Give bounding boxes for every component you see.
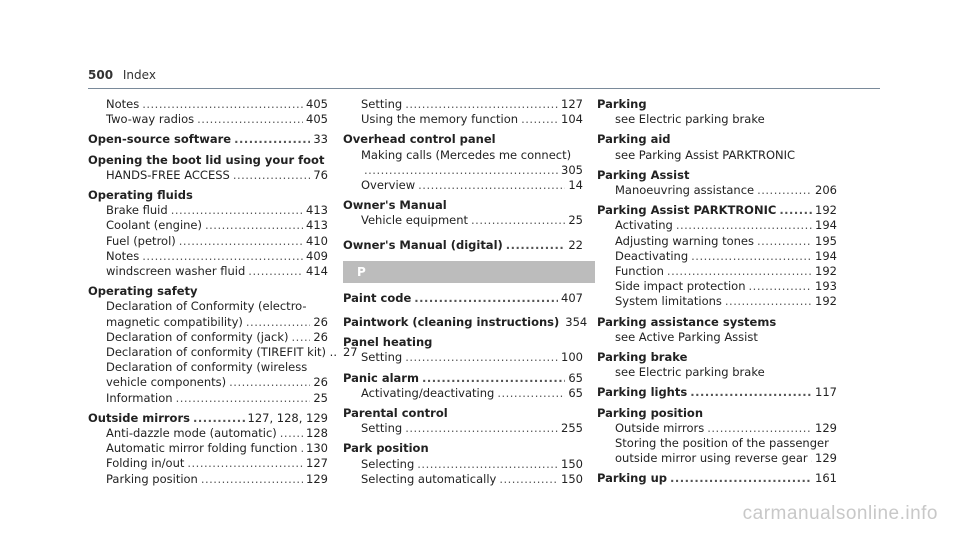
page-ref[interactable]: 410 (306, 233, 328, 248)
entry-text: Parking Assist (597, 167, 690, 182)
index-subentry[interactable] (597, 234, 837, 249)
index-subentry[interactable] (88, 315, 328, 330)
dot-leader (193, 411, 245, 426)
page-ref[interactable]: 117 (815, 385, 837, 400)
page-ref[interactable]: 150 (561, 456, 583, 471)
index-subentry[interactable] (597, 112, 837, 127)
index-entry[interactable] (343, 198, 583, 213)
index-entry[interactable] (88, 132, 328, 147)
index-subentry[interactable] (597, 365, 837, 380)
header-rule (88, 88, 880, 89)
index-subentry[interactable] (343, 112, 583, 127)
dot-leader (176, 391, 311, 406)
dot-leader (471, 213, 565, 228)
entry-text: Paint code (343, 290, 412, 305)
dot-leader (201, 472, 303, 487)
index-entry[interactable] (88, 188, 328, 203)
entry-text: System limitations (615, 294, 722, 309)
index-subentry[interactable] (597, 218, 837, 233)
entry-text: Fuel (petrol) (106, 233, 176, 248)
page-ref[interactable]: 150 (561, 471, 583, 486)
index-entry[interactable] (343, 132, 583, 147)
entry-text: Adjusting warning tones (615, 233, 754, 248)
entry-text: Storing the position of the passenger (615, 436, 829, 451)
index-column-3 (597, 97, 837, 487)
page-ref[interactable]: 25 (313, 390, 328, 405)
index-entry[interactable] (597, 350, 837, 365)
page-ref[interactable]: 129 (306, 471, 328, 486)
index-subentry[interactable] (597, 264, 837, 279)
index-subentry[interactable] (597, 330, 837, 345)
page-ref[interactable]: 129 (815, 451, 837, 466)
page-ref[interactable]: 192 (815, 294, 837, 309)
entry-text: Parking up (597, 471, 667, 486)
index-subentry[interactable] (597, 451, 837, 466)
entry-text: Parking assistance systems (597, 314, 777, 329)
index-subentry[interactable] (88, 299, 328, 314)
dot-leader (757, 183, 812, 198)
page-ref[interactable]: 33 (313, 132, 328, 147)
entry-text: Notes (106, 248, 140, 263)
page-ref[interactable]: 14 (568, 178, 583, 193)
page-ref[interactable]: 26 (313, 314, 328, 329)
index-entry[interactable] (343, 291, 583, 306)
entry-text: Function (615, 264, 664, 279)
entry-text: magnetic compatibility) (106, 314, 243, 329)
entry-text: Activating/deactivating (361, 385, 495, 400)
entry-text: Setting (361, 97, 403, 111)
index-entry[interactable] (597, 406, 837, 421)
page-ref[interactable]: 130 (306, 441, 328, 456)
page-ref[interactable]: 127 (306, 456, 328, 471)
dot-leader (197, 112, 303, 127)
dot-leader (418, 178, 565, 193)
dot-leader (506, 238, 566, 253)
entry-text: windscreen washer fluid (106, 264, 246, 279)
entry-text: Parking lights (597, 385, 688, 400)
index-column-1 (88, 97, 358, 487)
dot-leader (292, 330, 311, 345)
index-entry[interactable] (343, 441, 583, 456)
page-ref[interactable]: 193 (815, 279, 837, 294)
dot-leader (725, 294, 812, 309)
entry-text: Two-way radios (106, 112, 195, 127)
page-ref[interactable]: 127, 128, 129 (247, 410, 328, 425)
dot-leader (142, 249, 303, 264)
entry-text: HANDS-FREE ACCESS (106, 167, 230, 182)
index-column-2 (343, 97, 588, 487)
entry-text: Activating (615, 218, 673, 233)
index-subentry[interactable] (88, 472, 328, 487)
index-subentry[interactable] (343, 163, 583, 178)
index-entry[interactable] (343, 406, 583, 421)
page-ref[interactable]: 65 (568, 370, 583, 385)
page-ref[interactable]: 413 (306, 203, 328, 218)
dot-leader (691, 249, 812, 264)
entry-text: Notes (106, 97, 140, 111)
entry-text: Parking brake (597, 350, 688, 365)
entry-text: Setting (361, 421, 403, 436)
entry-text: Opening the boot lid using your foot (88, 152, 325, 167)
page-ref[interactable]: 192 (815, 264, 837, 279)
dot-leader (690, 385, 812, 400)
page-ref[interactable]: 128 (306, 426, 328, 441)
entry-text: Open-source software (88, 132, 232, 147)
index-entry[interactable] (343, 315, 588, 330)
index-subentry[interactable] (343, 97, 583, 112)
dot-leader (405, 97, 558, 112)
entry-text: Owner's Manual (digital) (343, 237, 503, 252)
entry-text: Parking aid (597, 132, 671, 147)
entry-text: Operating fluids (88, 188, 193, 203)
watermark: carmanualsonline.info (742, 503, 938, 524)
dot-leader (179, 234, 303, 249)
dot-leader (234, 132, 310, 147)
page-ref[interactable]: 129 (815, 420, 837, 435)
index-subentry[interactable] (88, 456, 328, 471)
index-subentry[interactable] (597, 279, 837, 294)
index-subentry[interactable] (343, 457, 583, 472)
page-ref[interactable]: 76 (313, 167, 328, 182)
entry-text: Declaration of conformity (jack) (106, 329, 289, 344)
index-subentry[interactable] (597, 294, 837, 309)
index-subentry[interactable] (88, 168, 328, 183)
index-subentry[interactable] (88, 426, 328, 441)
dot-leader (205, 218, 303, 233)
index-subentry[interactable] (88, 441, 328, 456)
page-header (88, 68, 156, 82)
index-subentry[interactable] (343, 178, 583, 193)
page-ref[interactable]: 104 (561, 112, 583, 127)
index-entry[interactable] (597, 97, 837, 112)
page-number: 500 (88, 68, 114, 82)
entry-text: Making calls (Mercedes me connect) (361, 147, 572, 162)
index-subentry[interactable] (597, 249, 837, 264)
dot-leader (187, 456, 303, 471)
index-subentry[interactable] (88, 375, 328, 390)
index-subentry[interactable] (88, 330, 328, 345)
dot-leader (757, 234, 812, 249)
index-subentry[interactable] (343, 472, 583, 487)
entry-text: see Electric parking brake (615, 365, 765, 380)
index-entry[interactable] (88, 284, 328, 299)
entry-text: Overview (361, 178, 416, 193)
dot-leader (246, 315, 310, 330)
entry-text: Overhead control panel (343, 132, 496, 147)
page-ref[interactable]: 409 (306, 248, 328, 263)
dot-leader (248, 264, 303, 279)
entry-text: Parental control (343, 406, 448, 421)
entry-text: Side impact protection (615, 279, 746, 294)
entry-text: Manoeuvring assistance (615, 183, 755, 198)
index-subentry[interactable] (88, 112, 328, 127)
entry-text: Parking Assist PARKTRONIC (597, 203, 777, 218)
page-ref[interactable]: 194 (815, 248, 837, 263)
entry-text: Operating safety (88, 284, 198, 299)
index-entry[interactable] (597, 132, 837, 147)
page-ref[interactable]: 405 (306, 97, 328, 111)
dot-leader (749, 279, 813, 294)
index-subentry[interactable] (88, 218, 328, 233)
entry-text: vehicle components) (106, 375, 227, 390)
index-entry[interactable] (343, 335, 583, 350)
dot-leader (422, 371, 565, 386)
index-subentry[interactable] (88, 345, 358, 360)
index-subentry[interactable] (88, 234, 328, 249)
index-subentry[interactable] (88, 391, 328, 406)
dot-leader (280, 426, 303, 441)
page-ref[interactable]: 65 (568, 385, 583, 400)
page-ref[interactable]: 354 (565, 315, 588, 330)
index-subentry[interactable] (597, 436, 837, 451)
page-ref[interactable]: 26 (313, 329, 328, 344)
dot-leader (233, 168, 311, 183)
index-subentry[interactable] (343, 386, 583, 401)
dot-leader (229, 375, 310, 390)
dot-leader (676, 218, 812, 233)
entry-text: Folding in/out (106, 456, 185, 471)
page-ref[interactable]: 192 (815, 203, 837, 218)
entry-text: Declaration of conformity (TIREFIT kit) .. (106, 345, 337, 360)
page-title: Index (122, 68, 156, 82)
entry-text: Parking (597, 97, 647, 111)
page-ref[interactable]: 195 (815, 233, 837, 248)
entry-text: Owner's Manual (343, 198, 447, 213)
index-subentry[interactable] (597, 421, 837, 436)
dot-leader (667, 264, 812, 279)
page-ref[interactable]: 407 (561, 290, 583, 305)
index-subentry[interactable] (88, 360, 328, 375)
page-ref[interactable]: 27 (342, 345, 358, 360)
index-entry[interactable] (88, 411, 328, 426)
dot-leader (779, 203, 812, 218)
entry-text: Coolant (engine) (106, 218, 202, 233)
index-subentry[interactable] (343, 421, 583, 436)
dot-leader (142, 97, 303, 112)
page-ref[interactable]: 25 (568, 213, 583, 228)
dot-leader (300, 441, 303, 456)
entry-text: Declaration of Conformity (electro- (106, 299, 307, 314)
page-ref[interactable]: 161 (815, 471, 837, 486)
page-ref[interactable]: 26 (313, 375, 328, 390)
entry-text: Park position (343, 441, 429, 456)
entry-text: Outside mirrors (615, 420, 705, 435)
page-ref[interactable]: 206 (815, 183, 837, 198)
index-entry[interactable] (88, 153, 328, 168)
page-ref[interactable]: 413 (306, 218, 328, 233)
entry-text: see Active Parking Assist (615, 329, 758, 344)
dot-leader (364, 163, 558, 178)
entry-text: Setting (361, 350, 403, 365)
index-entry[interactable] (597, 203, 837, 218)
index-entry[interactable] (597, 168, 837, 183)
index-subentry[interactable] (343, 350, 583, 365)
index-subentry[interactable] (597, 148, 837, 163)
index-subentry[interactable] (88, 97, 328, 112)
entry-text: see Parking Assist PARKTRONIC (615, 147, 796, 162)
page-ref[interactable]: 255 (561, 421, 583, 436)
entry-text: Panic alarm (343, 370, 419, 385)
dot-leader (171, 203, 303, 218)
page-ref[interactable]: 405 (306, 112, 328, 127)
entry-text: Brake fluid (106, 203, 168, 218)
entry-text: Selecting automatically (361, 471, 497, 486)
entry-text: outside mirror using reverse gear (615, 451, 808, 466)
entry-text: Automatic mirror folding function (106, 441, 298, 456)
dot-leader (417, 457, 558, 472)
index-subentry[interactable] (343, 213, 583, 228)
dot-leader (414, 291, 558, 306)
index-entry[interactable] (597, 315, 837, 330)
dot-leader (707, 421, 812, 436)
entry-text: Vehicle equipment (361, 213, 469, 228)
entry-text: Paintwork (cleaning instructions) (343, 315, 560, 330)
entry-text: Using the memory function (361, 112, 519, 127)
entry-text: Parking position (597, 405, 704, 420)
index-subentry[interactable] (597, 183, 837, 198)
entry-text: Deactivating (615, 248, 689, 263)
index-subentry[interactable] (88, 203, 328, 218)
page-ref[interactable]: 22 (568, 237, 583, 252)
index-subentry[interactable] (343, 148, 583, 163)
entry-text: Panel heating (343, 335, 433, 350)
entry-text: Declaration of conformity (wireless (106, 360, 308, 375)
entry-text: Anti-dazzle mode (automatic) (106, 426, 277, 441)
dot-leader (497, 386, 565, 401)
section-letter: P (343, 261, 595, 283)
page-ref[interactable]: 100 (561, 350, 583, 365)
entry-text: see Electric parking brake (615, 112, 765, 127)
entry-text: Outside mirrors (88, 410, 190, 425)
page-ref[interactable]: 127 (561, 97, 583, 111)
index-subentry[interactable] (88, 264, 328, 279)
dot-leader (670, 471, 812, 486)
index-entry[interactable] (597, 471, 837, 486)
index-subentry[interactable] (88, 249, 328, 264)
dot-leader (811, 451, 812, 466)
entry-text: Information (106, 390, 173, 405)
index-entry[interactable] (343, 371, 583, 386)
entry-text: Selecting (361, 456, 415, 471)
page-ref[interactable]: 414 (306, 264, 328, 279)
index-entry[interactable] (597, 385, 837, 400)
entry-text: Parking position (106, 471, 198, 486)
dot-leader (521, 112, 558, 127)
page-ref[interactable]: 194 (815, 218, 837, 233)
page-ref[interactable]: 305 (561, 162, 583, 177)
dot-leader (405, 350, 558, 365)
index-entry[interactable] (343, 238, 583, 253)
dot-leader (405, 421, 558, 436)
dot-leader (499, 472, 558, 487)
